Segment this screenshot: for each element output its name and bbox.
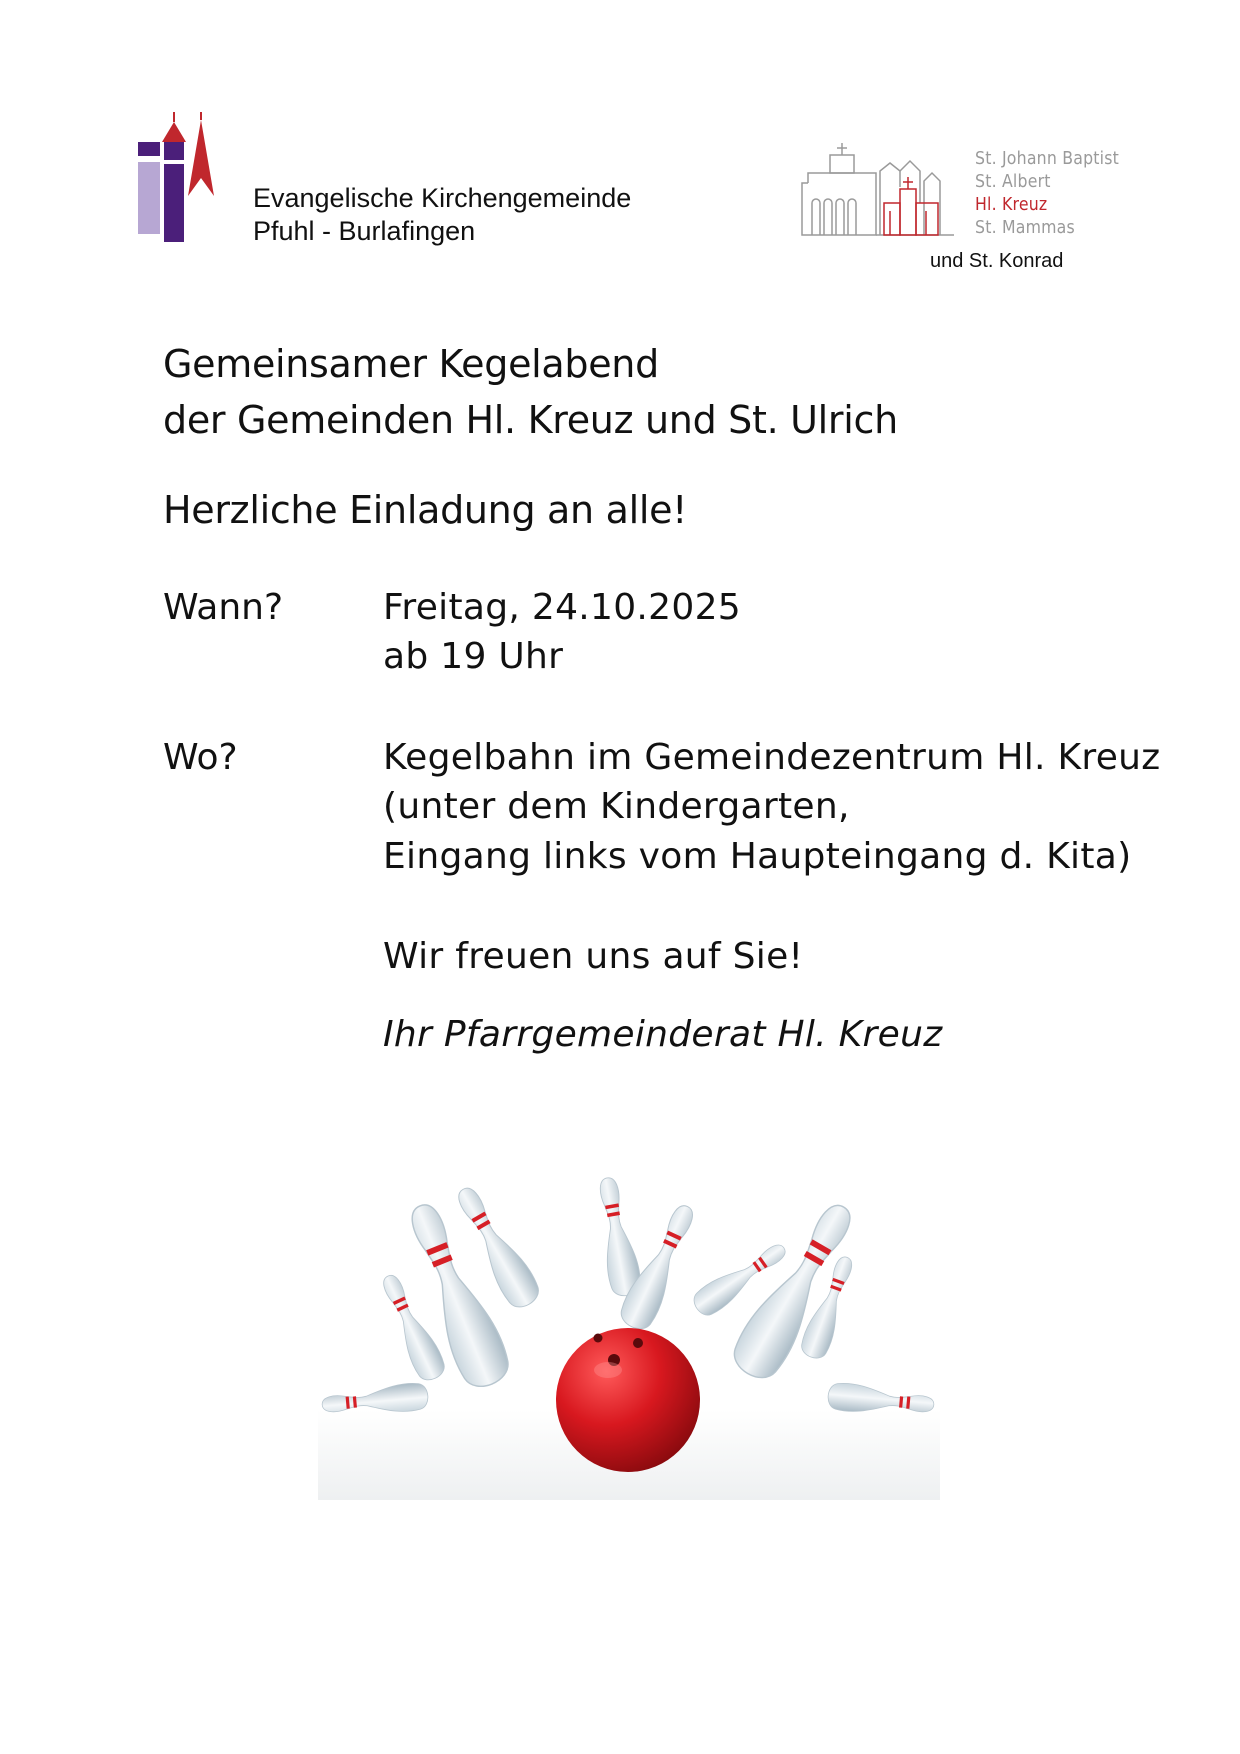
event-title-line2: der Gemeinden Hl. Kreuz und St. Ulrich xyxy=(163,398,898,442)
signature: Ihr Pfarrgemeinderat Hl. Kreuz xyxy=(383,1014,943,1055)
evangelical-name-line2: Pfuhl - Burlafingen xyxy=(253,216,476,246)
parish-extra: und St. Konrad xyxy=(930,250,1064,272)
parish-name: St. Albert xyxy=(975,172,1051,192)
location-line2: (unter dem Kindergarten, xyxy=(383,786,850,827)
evangelical-name-line1: Evangelische Kirchengemeinde xyxy=(253,183,632,213)
catholic-churches-logo-icon xyxy=(800,143,956,241)
event-date: Freitag, 24.10.2025 xyxy=(383,587,741,628)
where-label: Wo? xyxy=(163,737,238,778)
event-title-line1: Gemeinsamer Kegelabend xyxy=(163,342,659,386)
location-line1: Kegelbahn im Gemeindezentrum Hl. Kreuz xyxy=(383,737,1161,778)
evangelical-church-logo-icon xyxy=(138,112,228,242)
parish-name-highlighted: Hl. Kreuz xyxy=(975,195,1048,215)
parish-name: St. Mammas xyxy=(975,218,1075,238)
invitation-heading: Herzliche Einladung an alle! xyxy=(163,488,688,532)
parish-name: St. Johann Baptist xyxy=(975,149,1119,169)
when-label: Wann? xyxy=(163,587,284,628)
event-time: ab 19 Uhr xyxy=(383,636,564,677)
location-line3: Eingang links vom Haupteingang d. Kita) xyxy=(383,836,1132,877)
closing-text: Wir freuen uns auf Sie! xyxy=(383,936,804,977)
bowling-strike-illustration-icon xyxy=(318,1160,940,1500)
